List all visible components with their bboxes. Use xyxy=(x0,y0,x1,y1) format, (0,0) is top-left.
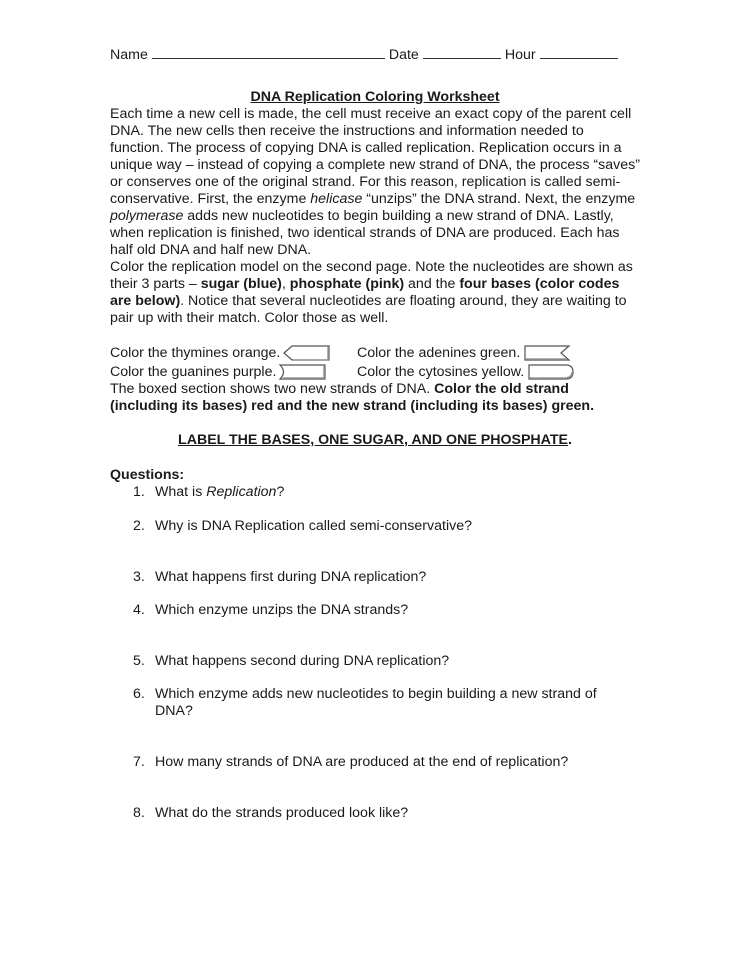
question-text: What happens second during DNA replication? xyxy=(155,653,450,669)
question-number: 1. xyxy=(133,484,145,500)
question-number: 5. xyxy=(133,653,145,669)
question-item xyxy=(133,518,613,535)
question-text-part: What is xyxy=(155,484,207,500)
boxed-text: The boxed section shows two new strands of DNA. xyxy=(110,381,435,397)
legend-cytosine xyxy=(357,363,637,381)
question-item xyxy=(133,805,613,822)
strand-color-note: Color the old strand (including its bases) red and the new strand (including its bases) green. xyxy=(110,381,595,414)
bases-color-note: four bases (color codes are below) xyxy=(110,276,620,309)
instructions-text: . Notice that several nucleotides are floating around, they are waiting to pair up with their match. Color those as well. xyxy=(110,293,627,326)
helicase-term: helicase xyxy=(310,191,363,207)
phosphate-color-note: phosphate (pink) xyxy=(289,276,405,292)
question-item xyxy=(133,754,613,771)
hour-blank[interactable] xyxy=(540,44,618,59)
question-number: 4. xyxy=(133,602,145,618)
legend-text: Color the thymines orange. xyxy=(110,344,281,361)
instructions-text: , xyxy=(281,276,290,292)
question-number: 8. xyxy=(133,805,145,821)
question-item xyxy=(133,686,613,720)
question-text: What happens first during DNA replication? xyxy=(155,569,427,585)
question-item xyxy=(133,602,613,619)
intro-paragraph xyxy=(110,106,640,259)
worksheet-page xyxy=(110,44,640,821)
intro-text: adds new nucleotides to begin building a new strand of DNA. Lastly, when replication is finished, two identical strands of DNA are produced. Each has half old DNA and half new DNA. xyxy=(110,208,620,258)
question-number: 6. xyxy=(133,686,145,702)
legend-text: Color the cytosines yellow. xyxy=(357,363,525,380)
legend-guanine xyxy=(110,363,357,381)
question-item xyxy=(133,484,613,501)
question-text xyxy=(155,484,613,501)
questions-list xyxy=(110,484,640,821)
question-term: Replication xyxy=(206,484,277,500)
question-number: 7. xyxy=(133,754,145,770)
question-item xyxy=(133,653,613,670)
date-label: Date xyxy=(388,47,419,63)
base-color-legend xyxy=(110,344,640,381)
label-instruction-period: . xyxy=(567,432,572,448)
guanine-shape-icon xyxy=(278,364,328,380)
questions-heading: Questions: xyxy=(110,467,185,483)
legend-thymine xyxy=(110,344,357,362)
question-text-part: ? xyxy=(276,484,285,500)
instructions-text: and the xyxy=(404,276,460,292)
thymine-shape-icon xyxy=(282,345,332,361)
intro-text: Each time a new cell is made, the cell must receive an exact copy of the parent cell DNA. The new cells then receive the instructions and information needed to function. The process of copying DNA is called replication. Replication occurs in a unique way – instead of copying a complete new strand of DNA, the process “saves” or conserves one of the original strand. For this reason, replication is called semi-conservative. First, the enzyme xyxy=(110,106,640,207)
boxed-section-instructions xyxy=(110,381,640,415)
header-fields xyxy=(110,44,640,61)
polymerase-term: polymerase xyxy=(110,208,184,224)
intro-text: “unzips” the DNA strand. Next, the enzyme xyxy=(362,191,636,207)
question-text: Which enzyme unzips the DNA strands? xyxy=(155,602,409,618)
name-blank[interactable] xyxy=(152,44,385,59)
legend-adenine xyxy=(357,344,637,362)
worksheet-title: DNA Replication Coloring Worksheet xyxy=(250,89,500,105)
question-text: Which enzyme adds new nucleotides to begin building a new strand of DNA? xyxy=(155,686,597,719)
sugar-color-note: sugar (blue) xyxy=(200,276,282,292)
instructions-text: Color the replication model on the second page. Note the nucleotides are shown as their 3 parts – xyxy=(110,259,633,292)
cytosine-shape-icon xyxy=(526,364,576,380)
legend-text: Color the adenines green. xyxy=(357,344,521,361)
label-instruction xyxy=(110,432,640,449)
question-number: 3. xyxy=(133,569,145,585)
question-text: What do the strands produced look like? xyxy=(155,805,409,821)
coloring-instructions xyxy=(110,259,640,327)
question-number: 2. xyxy=(133,518,145,534)
adenine-shape-icon xyxy=(522,345,572,361)
question-item xyxy=(133,569,613,586)
hour-label: Hour xyxy=(504,47,536,63)
question-text: Why is DNA Replication called semi-conservative? xyxy=(155,518,472,534)
legend-text: Color the guanines purple. xyxy=(110,363,277,380)
date-blank[interactable] xyxy=(423,44,501,59)
name-label: Name xyxy=(110,47,148,63)
question-text: How many strands of DNA are produced at the end of replication? xyxy=(155,754,569,770)
label-instruction-text: LABEL THE BASES, ONE SUGAR, AND ONE PHOSPHATE xyxy=(178,432,568,448)
